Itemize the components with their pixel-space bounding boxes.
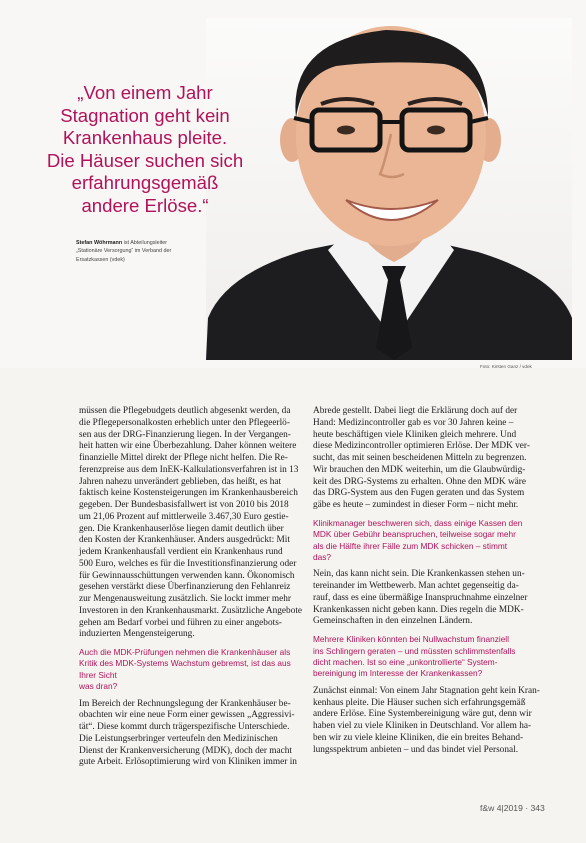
right-text-column: [313, 406, 542, 756]
body-text-line: Investoren in den Krankenhausmarkt. Zusätzliche Angebote: [79, 605, 303, 616]
pull-quote-line: Krankenhaus pleite.: [62, 127, 228, 148]
body-text-line: kenhaus pleite. Die Häuser suchen sich erfahrungsgemäß: [313, 697, 526, 708]
body-text-line: tereinander im Wettbewerb. Man achtet gegenseitig da-: [313, 581, 519, 592]
pull-quote-line: andere Erlöse.“: [81, 194, 209, 216]
body-text-line: obachten wir eine neue Form einer gewissen „Aggressivi-: [79, 710, 295, 721]
body-text-line: haben viel zu viele Kliniken in Deutschland. Vor allem ha-: [313, 721, 532, 731]
photo-credit: Foto: Kirsten Ganz / vdek: [480, 364, 532, 369]
body-text-line: sen aus der DRG-Finanzierung liegen. In der Vergangen-: [79, 429, 291, 440]
interview-question-line: das?: [313, 551, 331, 562]
body-text-line: tät“. Diese kommt durch trägerspezifische Unterschiede.: [79, 722, 290, 733]
body-text-line: lungsspektrum anbieten – und das bindet viel Personal.: [313, 744, 519, 755]
body-text-line: zur Mengenausweitung zusätzlich. Sie lockt immer mehr: [79, 594, 291, 604]
interview-question-line: als die Hälfte ihrer Fälle zum MDK schicken – stimmt: [313, 540, 508, 551]
body-text-line: sucht, das mit seinen bescheidenen Mitteln zu begrenzen.: [313, 453, 527, 463]
body-text-line: das DRG-System aus den Fugen geraten und das System: [313, 488, 525, 499]
photo-caption: [76, 239, 241, 264]
body-text-line: Gemeinschaften in den einzelnen Ländern.: [313, 616, 473, 627]
interview-question-line: Kritik des MDK-Systems Wachstum gebremst, ist das aus Ihrer Sicht: [79, 658, 291, 680]
interview-question-line: MDK über Gebühr beanspruchen, teilweise sogar mehr: [313, 529, 516, 540]
body-text-line: faktisch keine Kostensteigerungen im Krankenhausbereich: [79, 488, 298, 499]
body-text-line: die Pflegepersonalkosten erheblich unter den Pflegeerlö-: [79, 417, 290, 428]
body-text-line: Abrede gestellt. Dabei liegt die Erklärung doch auf der: [313, 406, 518, 416]
body-text-line: 500 Euro, welches es für die Investitionsfinanzierung oder: [79, 558, 297, 569]
body-text-line: Im Bereich der Rechnungslegung der Krankenhäuser be-: [79, 698, 291, 709]
interview-question-line: bereinigung im Interesse der Krankenkassen?: [313, 668, 483, 679]
body-text-line: ferenzpreise aus dem InEK-Kalkulationsverfahren ist in 13: [79, 464, 299, 475]
portrait-photo: [206, 18, 572, 360]
body-text-line: Jahren nahezu unverändert geblieben, das heißt, es hat: [79, 476, 282, 487]
page-footer: f&w 4|2019 · 343: [480, 803, 545, 813]
caption-line: „Stationäre Versorgung“ im Verband der: [76, 248, 172, 255]
body-text-line: keit des DRG-Systems zu erhalten. Ohne den MDK wäre: [313, 476, 527, 487]
body-text-line: finanzielle Mittel direkt der Pflege nicht helfen. Die Re-: [79, 453, 288, 463]
body-text-line: Die Leistungserbringer verteufeln den Medizinischen: [79, 733, 278, 744]
body-text-line: Hand: Medizincontroller gab es vor 30 Jahren keine –: [313, 417, 514, 428]
body-text-line: um 21,06 Prozent auf mittlerweile 3.467,30 Euro gestie-: [79, 511, 289, 522]
left-text-column: [79, 406, 306, 769]
body-text-line: Zunächst einmal: Von einem Jahr Stagnation geht kein Kran-: [313, 685, 540, 696]
body-text-line: den Kosten der Krankenhäuser. Anders ausgedrückt: Mit: [79, 535, 290, 546]
pull-quote-line: Die Häuser suchen sich: [46, 149, 244, 171]
body-text-line: gäbe es heute – zumindest in dieser Form – nicht mehr.: [313, 500, 519, 510]
body-text-line: diese Medizincontroller optimieren Erlöse. Der MDK ver-: [313, 441, 530, 452]
body-text-line: induzierten Mengensteigerung.: [79, 629, 195, 640]
body-text-line: für Gewinnausschüttungen verwenden kann. Ökonomisch: [79, 570, 295, 581]
body-text-line: gen. Die Krankenhauserlöse liegen damit deutlich über: [79, 523, 284, 534]
body-text-line: jedem Krankenhausfall verdient ein Krankenhaus rund: [79, 547, 283, 557]
caption-line: ist Abteilungsleiter: [123, 240, 168, 246]
body-text-line: andere Erlöse. Eine Systembereinigung wäre gut, denn wir: [313, 709, 532, 720]
body-text-line: Dienst der Krankenversicherung (MDK), doch der macht: [79, 745, 292, 756]
body-text-line: rauf, dass es eine übermäßige Inanspruchnahme einzelner: [313, 592, 528, 603]
body-text-line: müssen die Pflegebudgets deutlich abgesenkt werden, da: [79, 406, 291, 416]
pull-quote: [40, 82, 250, 217]
caption-line: Ersatzkassen (vdek): [76, 256, 125, 263]
interview-question-line: ins Schlingern geraten – und müssten schlimmstenfalls: [313, 645, 516, 656]
pull-quote-line: erfahrungsgemäß: [71, 172, 219, 193]
body-text-line: gute Arbeit. Erlösoptimierung wird von Kliniken immer in: [79, 757, 297, 768]
interview-question-line: Auch die MDK-Prüfungen nehmen die Krankenhäuser als: [79, 647, 291, 657]
body-text-line: Wir brauchen den MDK weiterhin, um die Glaubwürdig-: [313, 464, 526, 475]
pull-quote-line: Stagnation geht kein: [60, 104, 230, 126]
page-number: 343: [530, 803, 545, 813]
body-text-line: heute beschäftigen viele Kliniken gleich mehrere. Und: [313, 429, 517, 440]
interview-question-line: Mehrere Kliniken könnten bei Nullwachstum finanziell: [313, 634, 509, 645]
interview-question-line: Klinikmanager beschweren sich, dass einige Kassen den: [313, 517, 523, 528]
body-text-line: gehen am Bedarf vorbei und führen zu einer angebots-: [79, 617, 282, 628]
pull-quote-line: „Von einem Jahr: [77, 82, 213, 103]
interview-question-line: dicht machen. Ist so eine „unkontrollierte“ System-: [313, 656, 498, 667]
caption-name: Stefan Wöhrmann: [76, 240, 123, 246]
body-text-line: heit hatten wir eine Überbezahlung. Daher können weitere: [79, 441, 297, 452]
body-text-line: Krankenkassen nicht geben kann. Dies regeln die MDK-: [313, 604, 524, 615]
body-text-line: gegeben. Der Bundesbasisfallwert ist von 2010 bis 2018: [79, 500, 289, 510]
body-text-line: Nein, das kann nicht sein. Die Krankenkassen stehen un-: [313, 569, 525, 580]
body-text-line: gesehen verstärkt diese Überfinanzierung den Fehlanreiz: [79, 582, 291, 593]
body-text-line: ben wir zu viele kleine Kliniken, die ein breites Behand-: [313, 732, 524, 743]
portrait-illustration: [206, 18, 572, 360]
interview-question-line: was dran?: [79, 681, 118, 692]
issue-label: f&w 4|2019: [480, 803, 523, 813]
